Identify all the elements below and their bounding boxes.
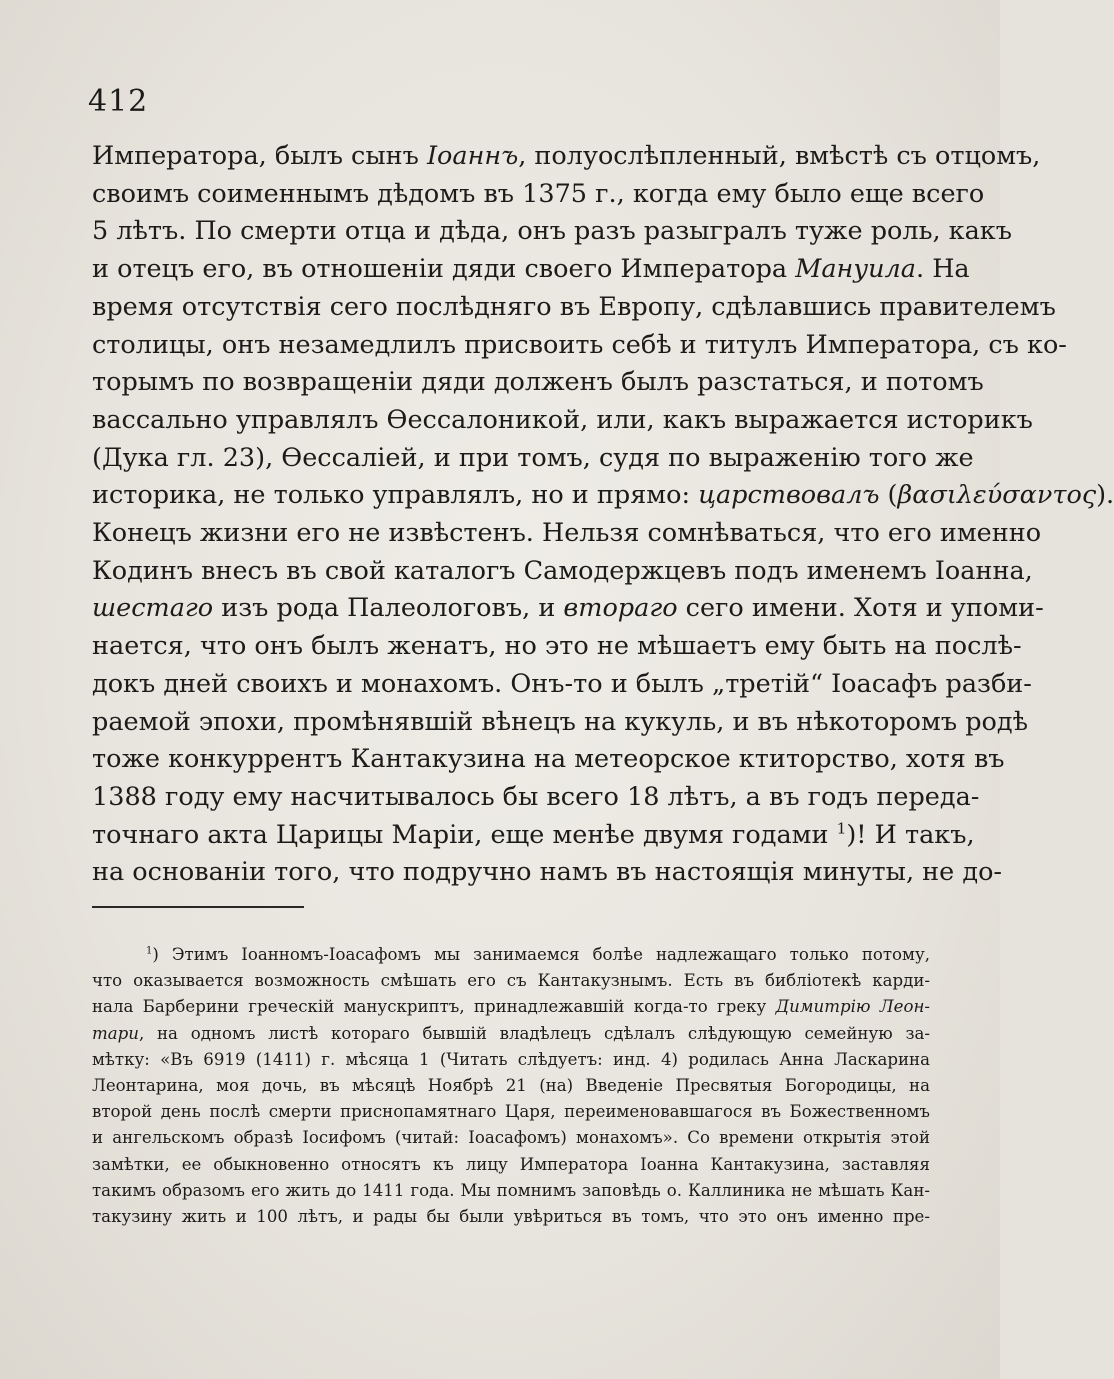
text-run: изъ рода Палеологовъ, и [213,593,564,624]
footnote-line [92,1021,930,1047]
text-run: историка, не только управлялъ, но и прямо: [92,480,699,511]
body-line [92,477,1114,515]
text-run: докъ дней своихъ и монахомъ. Онъ-то и былъ „третій“ Іоасафъ разби- [92,668,1032,699]
body-line [92,364,984,402]
italic-text: Мануила [795,254,916,285]
italic-text: тари [92,1023,139,1043]
body-line [92,176,985,214]
text-run: Кодинъ внесъ въ свой каталогъ Самодержцевъ подъ именемъ Іоанна, [92,555,1033,586]
text-run: раемой эпохи, промѣнявшій вѣнецъ на кукуль, и въ нѣкоторомъ родѣ [92,706,1028,737]
italic-text: царствовалъ [698,480,880,511]
footnote-block [92,942,930,1230]
text-run: мѣтку: «Въ 6919 (1411) г. мѣсяца 1 (Читать слѣдуетъ: инд. 4) родилась Анна Ласкарина [92,1049,930,1069]
text-run: Конецъ жизни его не извѣстенъ. Нельзя сомнѣваться, что его именно [92,518,1042,549]
body-line [92,213,1012,251]
body-line [92,590,1044,628]
italic-text: βασιλεύσαντος [897,480,1097,511]
text-run: своимъ соименнымъ дѣдомъ въ 1375 г., когда ему было еще всего [92,178,985,209]
body-line [92,741,1005,779]
text-run: 5 лѣтъ. По смерти отца и дѣда, онъ разъ разыгралъ туже роль, какъ [92,216,1012,247]
text-run: столицы, онъ незамедлилъ присвоить себѣ и титулъ Императора, съ ко- [92,329,1067,360]
body-line [92,515,1042,553]
text-run: второй день послѣ смерти приснопамятнаго Царя, переименовавшагося въ Божественномъ [92,1102,930,1122]
footnote-line [92,1099,930,1125]
text-run: , на одномъ листѣ котораго бывшій владѣлецъ сдѣлалъ слѣдующую семейную за- [138,1023,930,1043]
text-run: тоже конкуррентъ Кантакузина на метеорское ктиторство, хотя въ [92,744,1005,775]
text-run: Леонтарина, моя дочь, въ мѣсяцѣ Ноябрѣ 21 (на) Введеніе Пресвятыя Богородицы, на [92,1076,930,1096]
text-run: Императора, былъ сынъ [92,141,427,171]
italic-text: шестаго [92,593,214,624]
text-run: ( [879,480,898,511]
text-run: что оказывается возможность смѣшать его съ Кантакузнымъ. Есть въ библіотекѣ карди- [92,971,930,991]
body-line [92,440,974,478]
main-text-block [92,138,1114,892]
text-run: 1388 году ему насчитывалось бы всего 18 лѣтъ, а въ годъ переда- [92,781,980,812]
text-run: такимъ образомъ его жить до 1411 года. Мы помнимъ заповѣдь о. Каллиника не мѣшать Кан- [92,1180,930,1200]
text-run: время отсутствія сего послѣдняго въ Европу, сдѣлавшись правителемъ [92,291,1056,322]
body-line [92,854,1003,892]
text-run: точнаго акта Царицы Маріи, еще менѣе двумя годами [92,819,837,850]
footnote-line [92,1073,930,1099]
text-run: нала Барберини греческій манускриптъ, принадлежавшій когда-то греку [92,997,776,1017]
footnote-line [92,968,930,994]
text-run: , полуослѣпленный, вмѣстѣ съ отцомъ, [518,141,1041,171]
text-run: и ангельскомъ образѣ Іосифомъ (читай: Іоасафомъ) монахомъ». Со времени открытія этой [92,1128,930,1148]
body-line [92,289,1056,327]
italic-text: Димитрію Леон- [775,997,930,1017]
body-line [92,628,1022,666]
text-run: на основаніи того, что подручно намъ въ настоящія минуты, не до- [92,857,1003,888]
text-run: торымъ по возвращеніи дяди долженъ былъ разстаться, и потомъ [92,367,984,398]
text-run: замѣтки, ее обыкновенно относятъ къ лицу Императора Іоанна Кантакузина, заставляя [92,1154,930,1174]
page-number: 412 [88,84,149,119]
footnote-line [92,1178,930,1204]
text-run: вассально управлялъ Өессалоникой, или, какъ выражается историкъ [92,404,1033,435]
text-run: и отецъ его, въ отношеніи дяди своего Императора [92,254,796,285]
footnote-line [92,1125,930,1151]
body-line [92,402,1033,440]
text-run: ). [1096,480,1114,511]
body-line [92,251,970,289]
footnote-divider [92,906,304,908]
footnote-line [92,1047,930,1073]
text-run: нается, что онъ былъ женатъ, но это не мѣшаетъ ему быть на послѣ- [92,631,1022,662]
text-run: такузину жить и 100 лѣтъ, и рады бы были увѣриться въ томъ, что это онъ именно пре- [92,1207,930,1227]
footnote-marker: 1 [836,819,847,838]
italic-text: Іоаннъ [426,141,519,171]
text-run: (Дука гл. 23), Өессаліей, и при томъ, судя по выраженію того же [92,442,974,473]
text-run: сего имени. Хотя и упоми- [677,593,1044,624]
italic-text: втораго [563,593,678,624]
footnote-line [92,1152,930,1178]
body-line [92,779,980,817]
body-line [92,327,1067,365]
text-run: ) Этимъ Іоанномъ-Іоасафомъ мы занимаемся болѣе надлежащаго только потому, [152,945,930,964]
footnote-marker: 1 [146,945,153,957]
body-line [92,817,975,855]
text-run: )! И такъ, [846,819,975,850]
footnote-line [92,1204,930,1230]
footnote-line [92,942,930,968]
body-line [92,666,1032,704]
body-line [92,704,1028,742]
footnote-line [92,994,930,1020]
body-line [92,553,1033,591]
body-line [92,138,1041,176]
text-run: . На [915,254,970,285]
